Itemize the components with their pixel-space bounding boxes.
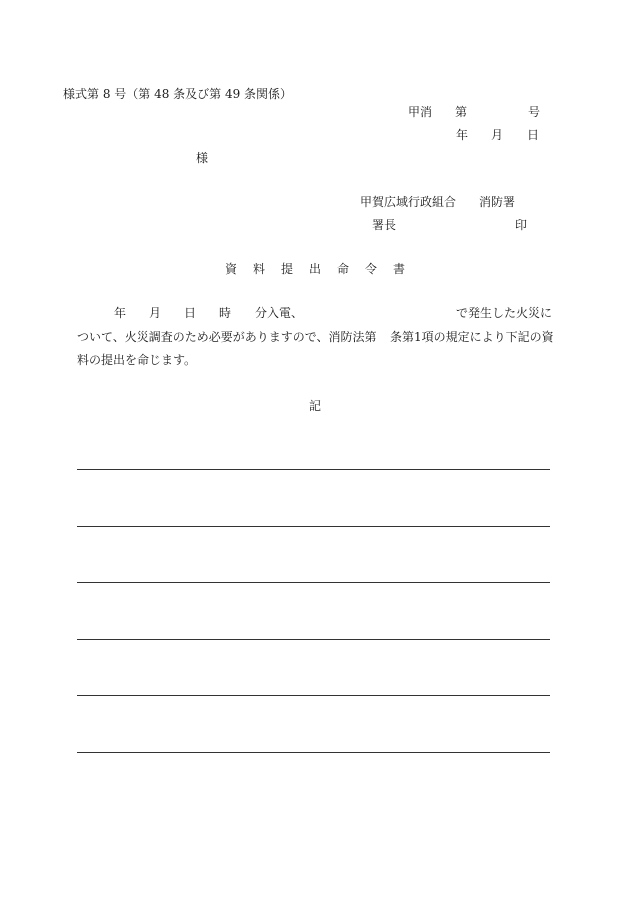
reference-prefix: 甲消: [408, 105, 433, 119]
title-char: 書: [393, 262, 406, 276]
blank-line[interactable]: [77, 469, 550, 470]
body-location-suffix: で発生した火災に: [456, 306, 553, 320]
title-char: 出: [309, 262, 322, 276]
date-day: 日: [527, 128, 540, 142]
body-hour: 時: [219, 306, 232, 320]
issuer-organization: 甲賀広域行政組合: [360, 195, 457, 209]
title-char: 命: [337, 262, 350, 276]
blank-line[interactable]: [77, 752, 550, 753]
reference-dai: 第: [455, 105, 468, 119]
issuer-chief: 署長: [372, 218, 397, 232]
body-minute-received: 分入電、: [255, 306, 304, 320]
blank-line[interactable]: [77, 639, 550, 640]
body-day: 日: [184, 306, 197, 320]
reference-go: 号: [528, 105, 541, 119]
form-header: 様式第 8 号（第 48 条及び第 49 条関係）: [63, 87, 293, 101]
date-year: 年: [456, 128, 469, 142]
blank-line[interactable]: [77, 526, 550, 527]
blank-line[interactable]: [77, 695, 550, 696]
addressee-suffix: 様: [196, 151, 209, 165]
title-char: 提: [281, 262, 294, 276]
blank-line[interactable]: [77, 582, 550, 583]
body-line2-part1: ついて、火災調査のため必要がありますので、消防法第: [77, 330, 377, 344]
title-char: 資: [225, 262, 238, 276]
seal-mark: 印: [515, 218, 528, 232]
ki-heading: 記: [309, 399, 322, 413]
title-char: 令: [365, 262, 378, 276]
date-month: 月: [491, 128, 504, 142]
body-year: 年: [114, 306, 127, 320]
body-month: 月: [149, 306, 162, 320]
issuer-department: 消防署: [479, 195, 516, 209]
title-char: 料: [253, 262, 266, 276]
body-line3: 料の提出を命じます。: [77, 353, 197, 367]
body-line2-part2: 条第1項の規定により下記の資: [390, 330, 554, 344]
